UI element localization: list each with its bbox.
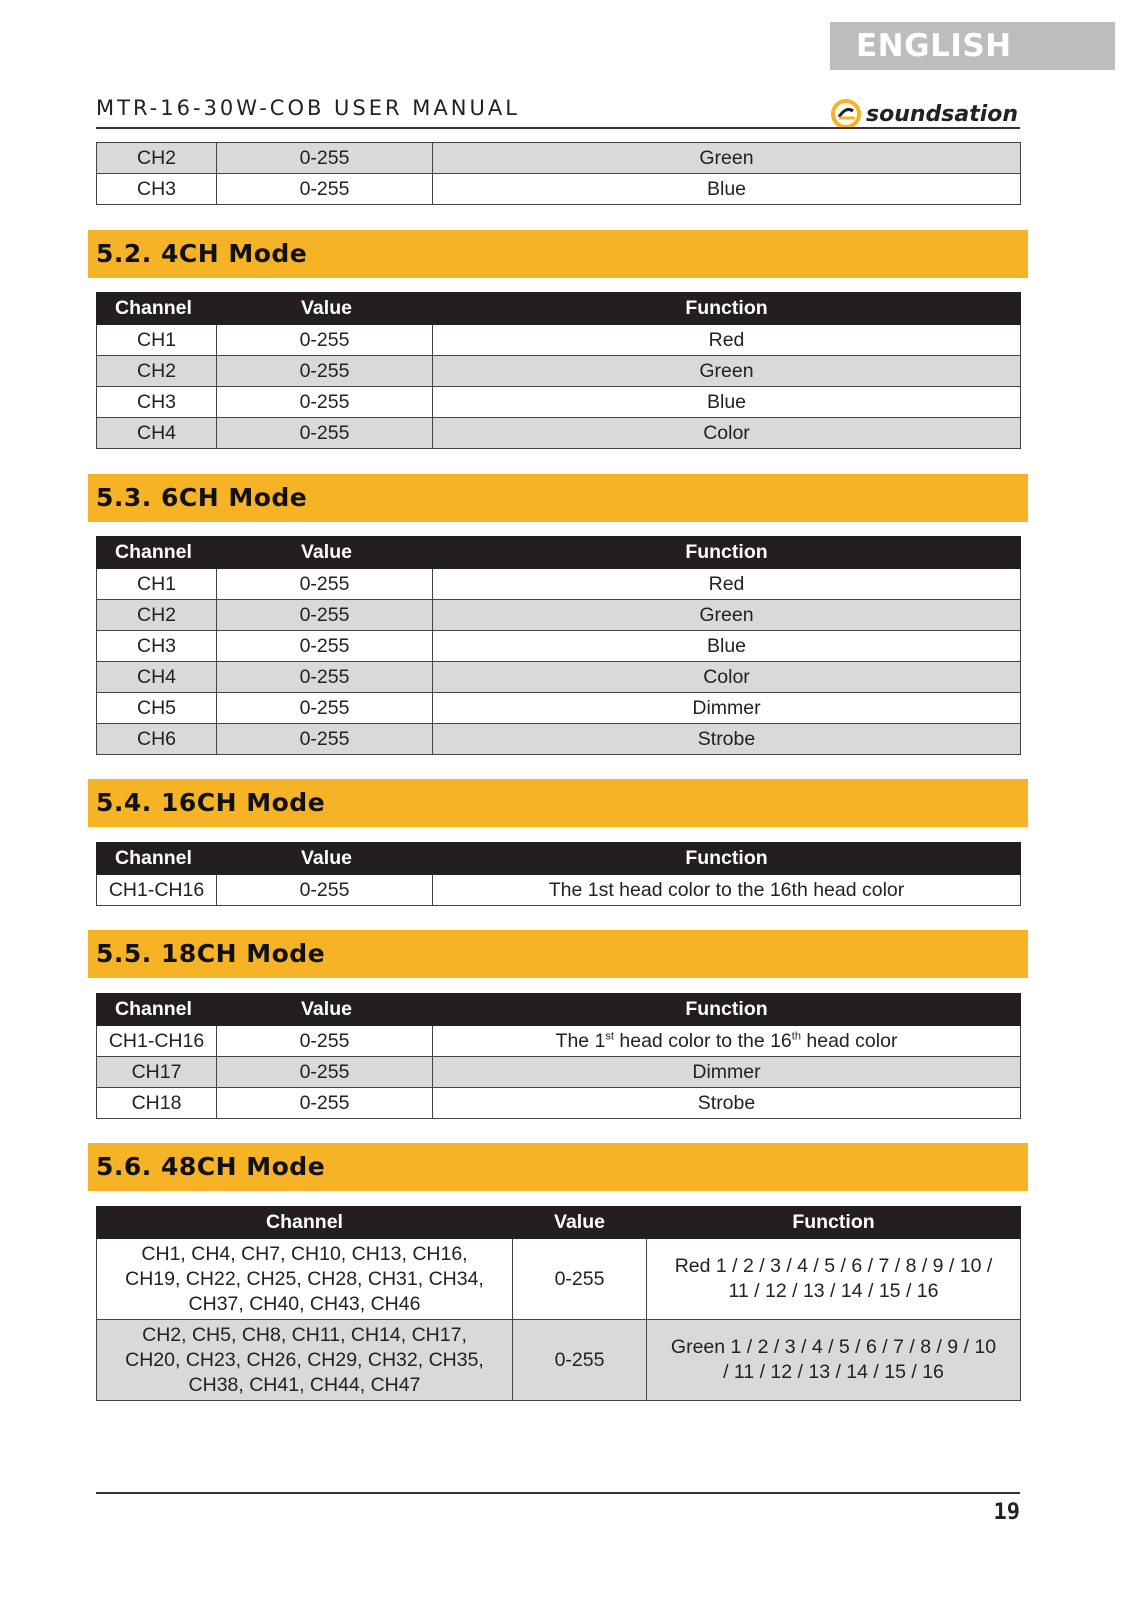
function-cell: Green xyxy=(433,600,1021,631)
section-heading-band xyxy=(88,230,1028,278)
value-cell: 0-255 xyxy=(217,418,433,449)
table-header-row xyxy=(97,293,1021,325)
document-title: MTR-16-30W-COB USER MANUAL xyxy=(96,96,520,120)
ordinal-suffix: st xyxy=(605,1030,614,1042)
section-title: 5.5. 18CH Mode xyxy=(96,939,326,968)
function-cell: Color xyxy=(433,418,1021,449)
section-title: 5.3. 6CH Mode xyxy=(96,483,308,512)
column-header-function: Function xyxy=(647,1207,1021,1239)
table-row xyxy=(97,1088,1021,1119)
channel-cell: CH6 xyxy=(97,724,217,755)
function-cell: The 1st head color to the 16th head color xyxy=(433,875,1021,906)
ordinal-suffix: th xyxy=(791,1030,801,1042)
table-row xyxy=(97,356,1021,387)
table-row xyxy=(97,569,1021,600)
function-cell: Red xyxy=(433,569,1021,600)
table-row xyxy=(97,875,1021,906)
table-row xyxy=(97,1320,1021,1401)
column-header-function: Function xyxy=(433,537,1021,569)
function-cell: Blue xyxy=(433,387,1021,418)
column-header-function: Function xyxy=(433,843,1021,875)
channel-line: CH1, CH4, CH7, CH10, CH13, CH16, xyxy=(141,1242,468,1265)
value-cell: 0-255 xyxy=(217,662,433,693)
section-heading-band xyxy=(88,779,1028,827)
table-row xyxy=(97,1057,1021,1088)
section-heading-band xyxy=(88,930,1028,978)
channel-cell: CH2 xyxy=(97,600,217,631)
channel-cell: CH4 xyxy=(97,418,217,449)
table-row xyxy=(97,143,1021,174)
column-header-value: Value xyxy=(217,537,433,569)
function-cell: Dimmer xyxy=(433,1057,1021,1088)
column-header-channel: Channel xyxy=(97,843,217,875)
function-cell: Green xyxy=(433,356,1021,387)
section-heading-band xyxy=(88,1143,1028,1191)
channel-cell: CH2 xyxy=(97,143,217,174)
table-row xyxy=(97,600,1021,631)
channel-line: CH2, CH5, CH8, CH11, CH14, CH17, xyxy=(142,1323,467,1346)
column-header-channel: Channel xyxy=(97,537,217,569)
channel-cell: CH1 xyxy=(97,569,217,600)
table-row xyxy=(97,724,1021,755)
channel-cell: CH3 xyxy=(97,387,217,418)
function-cell: Red xyxy=(433,325,1021,356)
value-cell: 0-255 xyxy=(217,693,433,724)
value-cell: 0-255 xyxy=(217,875,433,906)
channel-table-18ch xyxy=(96,993,1021,1119)
function-cell: Strobe xyxy=(433,1088,1021,1119)
channel-cell xyxy=(97,1320,513,1401)
channel-cell: CH5 xyxy=(97,693,217,724)
column-header-function: Function xyxy=(433,994,1021,1026)
table-row xyxy=(97,1239,1021,1320)
channel-line: CH19, CH22, CH25, CH28, CH31, CH34, xyxy=(125,1267,484,1290)
channel-table-48ch xyxy=(96,1206,1021,1401)
function-line: 11 / 12 / 13 / 14 / 15 / 16 xyxy=(728,1280,939,1302)
function-cell: Green xyxy=(433,143,1021,174)
table-header-row xyxy=(97,843,1021,875)
function-cell: Color xyxy=(433,662,1021,693)
value-cell: 0-255 xyxy=(217,387,433,418)
value-cell: 0-255 xyxy=(217,569,433,600)
channel-cell: CH2 xyxy=(97,356,217,387)
channel-cell: CH17 xyxy=(97,1057,217,1088)
table-row xyxy=(97,631,1021,662)
section-title: 5.4. 16CH Mode xyxy=(96,788,326,817)
channel-table-16ch xyxy=(96,842,1021,906)
value-cell: 0-255 xyxy=(217,356,433,387)
table-row xyxy=(97,325,1021,356)
value-cell: 0-255 xyxy=(217,1088,433,1119)
channel-cell: CH3 xyxy=(97,631,217,662)
column-header-channel: Channel xyxy=(97,293,217,325)
value-cell: 0-255 xyxy=(217,1057,433,1088)
value-cell: 0-255 xyxy=(217,631,433,662)
channel-table-4ch xyxy=(96,292,1021,449)
value-cell: 0-255 xyxy=(217,174,433,205)
soundsation-logo-icon xyxy=(830,98,862,130)
section-title: 5.6. 48CH Mode xyxy=(96,1152,326,1181)
channel-line: CH37, CH40, CH43, CH46 xyxy=(188,1292,421,1315)
function-cell xyxy=(433,1026,1021,1057)
value-cell: 0-255 xyxy=(513,1239,647,1320)
table-row xyxy=(97,693,1021,724)
function-line: Red 1 / 2 / 3 / 4 / 5 / 6 / 7 / 8 / 9 / 10 / xyxy=(674,1255,993,1277)
channel-cell: CH1-CH16 xyxy=(97,875,217,906)
function-cell: Blue xyxy=(433,631,1021,662)
brand-name: soundsation xyxy=(866,101,1019,127)
table-header-row xyxy=(97,537,1021,569)
column-header-channel: Channel xyxy=(97,994,217,1026)
continued-table xyxy=(96,142,1021,205)
column-header-value: Value xyxy=(217,293,433,325)
language-tab: ENGLISH xyxy=(830,22,1115,70)
column-header-function: Function xyxy=(433,293,1021,325)
channel-cell: CH1 xyxy=(97,325,217,356)
value-cell: 0-255 xyxy=(217,600,433,631)
table-row xyxy=(97,662,1021,693)
channel-cell: CH18 xyxy=(97,1088,217,1119)
table-header-row xyxy=(97,994,1021,1026)
table-row xyxy=(97,174,1021,205)
function-cell: Strobe xyxy=(433,724,1021,755)
table-row xyxy=(97,418,1021,449)
function-cell: Dimmer xyxy=(433,693,1021,724)
header-rule xyxy=(96,127,1020,129)
function-line: Green 1 / 2 / 3 / 4 / 5 / 6 / 7 / 8 / 9 / 10 xyxy=(670,1336,997,1358)
channel-table-6ch xyxy=(96,536,1021,755)
column-header-channel: Channel xyxy=(97,1207,513,1239)
column-header-value: Value xyxy=(217,994,433,1026)
section-title: 5.2. 4CH Mode xyxy=(96,239,308,268)
value-cell: 0-255 xyxy=(217,724,433,755)
function-text: head color xyxy=(800,1029,898,1052)
table-header-row xyxy=(97,1207,1021,1239)
channel-cell: CH1-CH16 xyxy=(97,1026,217,1057)
channel-cell: CH4 xyxy=(97,662,217,693)
brand-logo xyxy=(830,97,1018,131)
value-cell: 0-255 xyxy=(217,1026,433,1057)
column-header-value: Value xyxy=(513,1207,647,1239)
value-cell: 0-255 xyxy=(217,325,433,356)
channel-cell xyxy=(97,1239,513,1320)
value-cell: 0-255 xyxy=(513,1320,647,1401)
footer-rule xyxy=(96,1492,1020,1494)
function-cell: Blue xyxy=(433,174,1021,205)
function-line: / 11 / 12 / 13 / 14 / 15 / 16 xyxy=(723,1361,944,1383)
function-cell xyxy=(647,1320,1021,1401)
value-cell: 0-255 xyxy=(217,143,433,174)
channel-line: CH20, CH23, CH26, CH29, CH32, CH35, xyxy=(125,1348,484,1371)
section-heading-band xyxy=(88,474,1028,522)
channel-line: CH38, CH41, CH44, CH47 xyxy=(188,1373,421,1396)
page-number: 19 xyxy=(993,1500,1020,1525)
function-cell xyxy=(647,1239,1021,1320)
channel-cell: CH3 xyxy=(97,174,217,205)
function-text: The 1 xyxy=(555,1029,606,1052)
column-header-value: Value xyxy=(217,843,433,875)
function-text: head color to the 16 xyxy=(613,1029,792,1052)
table-row xyxy=(97,1026,1021,1057)
table-row xyxy=(97,387,1021,418)
